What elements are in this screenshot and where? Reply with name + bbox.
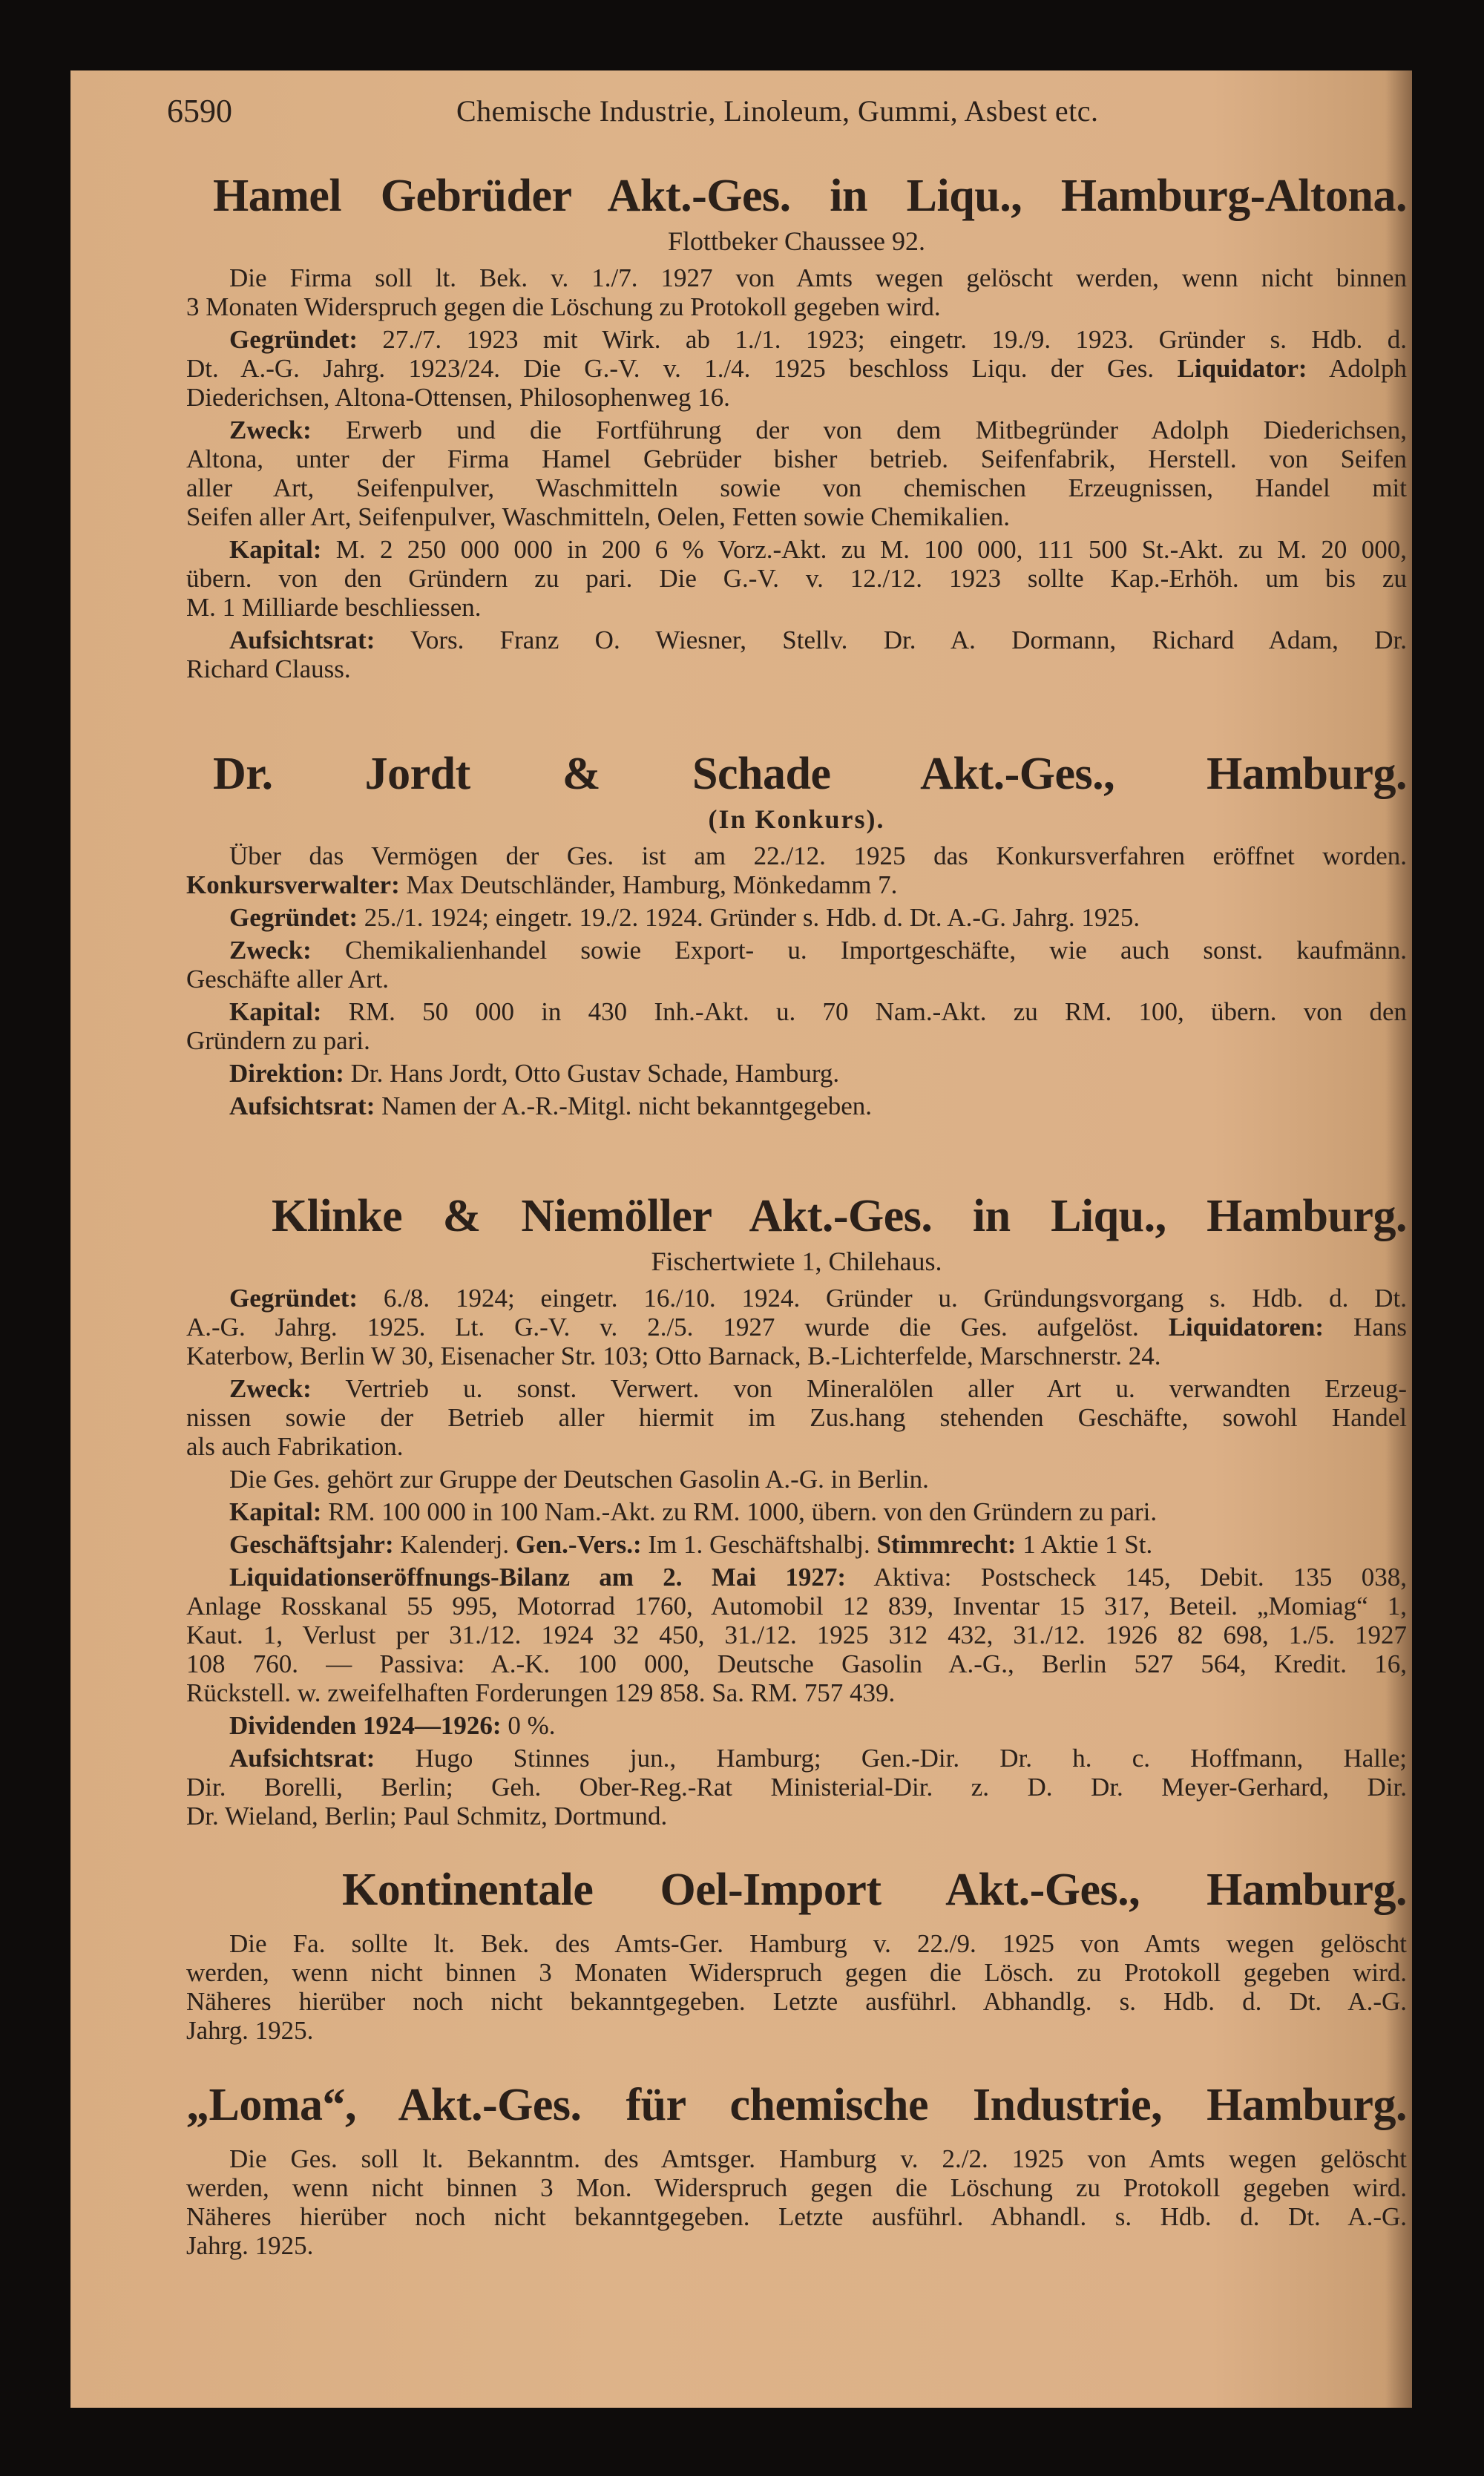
field-label: Gen.-Vers.: bbox=[515, 1530, 642, 1559]
text-run: als auch Fabrikation. bbox=[186, 1432, 404, 1461]
text-run: Richard Clauss. bbox=[186, 654, 351, 683]
text-run: Dr. Hans Jordt, Otto Gustav Schade, Hamburg. bbox=[344, 1059, 840, 1088]
field-label: Aufsichtsrat: bbox=[229, 1091, 375, 1120]
paragraph bbox=[186, 535, 1407, 622]
text-line bbox=[186, 870, 1407, 899]
text-line bbox=[186, 2144, 1407, 2173]
text-run: Anlage Rosskanal 55 995, Motorrad 1760, Automobil 12 839, Inventar 15 317, Beteil. „Momiag“ 1, bbox=[186, 1592, 1407, 1620]
paragraph bbox=[186, 325, 1407, 412]
text-line bbox=[186, 473, 1407, 502]
text-run: Chemikalienhandel sowie Export- u. Importgeschäfte, wie auch sonst. kaufmänn. bbox=[311, 936, 1407, 965]
text-run: Näheres hierüber noch nicht bekanntgegeben. Letzte ausführl. Abhandlg. s. Hdb. d. Dt. A.-G. bbox=[186, 1987, 1407, 2016]
text-line bbox=[186, 1987, 1407, 2016]
text-line bbox=[186, 2202, 1407, 2231]
company-title: Hamel Gebrüder Akt.-Ges. in Liqu., Hamburg-Altona. bbox=[213, 171, 1407, 221]
text-line bbox=[186, 593, 1407, 622]
text-line bbox=[186, 1497, 1407, 1526]
field-label: Konkursverwalter: bbox=[186, 870, 400, 899]
text-line bbox=[186, 263, 1407, 292]
field-label: Direktion: bbox=[229, 1059, 344, 1088]
paragraph bbox=[186, 936, 1407, 994]
text-run: werden, wenn nicht binnen 3 Mon. Widerspruch gegen die Löschung zu Protokoll gegeben wird. bbox=[186, 2173, 1407, 2202]
text-run: Kalenderj. bbox=[393, 1530, 516, 1559]
text-run: Dr. Wieland, Berlin; Paul Schmitz, Dortmund. bbox=[186, 1802, 668, 1830]
field-label: Liquidationseröffnungs-Bilanz am 2. Mai 1927: bbox=[229, 1563, 847, 1592]
text-line bbox=[186, 1773, 1407, 1802]
text-line bbox=[186, 1958, 1407, 1987]
text-run: Max Deutschländer, Hamburg, Mönkedamm 7. bbox=[399, 870, 898, 899]
text-line bbox=[186, 997, 1407, 1026]
text-run: 25./1. 1924; eingetr. 19./2. 1924. Gründer s. Hdb. d. Dt. A.-G. Jahrg. 1925. bbox=[358, 903, 1140, 932]
text-run: Aktiva: Postscheck 145, Debit. 135 038, bbox=[846, 1563, 1407, 1592]
text-line bbox=[186, 1465, 1407, 1494]
text-run: Kaut. 1, Verlust per 31./12. 1924 32 450, 31./12. 1925 312 432, 31./12. 1926 82 698, 1./5. 1927 bbox=[186, 1620, 1407, 1649]
text-line bbox=[186, 936, 1407, 965]
field-label: Kapital: bbox=[229, 997, 322, 1026]
text-run: Erwerb und die Fortführung der von dem Mitbegründer Adolph Diederichsen, bbox=[311, 416, 1407, 444]
paragraph bbox=[186, 1530, 1407, 1559]
text-run: M. 1 Milliarde beschliessen. bbox=[186, 593, 482, 622]
text-line bbox=[186, 654, 1407, 683]
text-run: nissen sowie der Betrieb aller hiermit im Zus.hang stehenden Geschäfte, sowohl Handel bbox=[186, 1403, 1407, 1432]
text-line bbox=[186, 1711, 1407, 1740]
field-label: Zweck: bbox=[229, 936, 312, 965]
text-run: übern. von den Gründern zu pari. Die G.-V. v. 12./12. 1923 sollte Kap.-Erhöh. um bis zu bbox=[186, 564, 1407, 593]
text-run: 6./8. 1924; eingetr. 16./10. 1924. Gründer u. Gründungsvorgang s. Hdb. d. Dt. bbox=[358, 1284, 1407, 1313]
text-run: Die Firma soll lt. Bek. v. 1./7. 1927 von Amts wegen gelöscht werden, wenn nicht binnen bbox=[229, 263, 1407, 292]
text-run: Jahrg. 1925. bbox=[186, 2231, 314, 2260]
company-subtitle: Flottbeker Chaussee 92. bbox=[668, 226, 925, 256]
text-run: Die Fa. sollte lt. Bek. des Amts-Ger. Hamburg v. 22./9. 1925 von Amts wegen gelöscht bbox=[229, 1929, 1407, 1958]
text-run: RM. 100 000 in 100 Nam.-Akt. zu RM. 1000, übern. von den Gründern zu pari. bbox=[321, 1497, 1158, 1526]
text-line bbox=[186, 1342, 1407, 1370]
text-run: Über das Vermögen der Ges. ist am 22./12. 1925 das Konkursverfahren eröffnet worden. bbox=[229, 841, 1407, 870]
paragraph bbox=[186, 263, 1407, 321]
text-line bbox=[186, 1563, 1407, 1592]
text-run: Die Ges. soll lt. Bekanntm. des Amtsger. Hamburg v. 2./2. 1925 von Amts wegen gelöscht bbox=[229, 2144, 1407, 2173]
text-run: Hans bbox=[1324, 1313, 1407, 1342]
text-run: Vors. Franz O. Wiesner, Stellv. Dr. A. Dormann, Richard Adam, Dr. bbox=[375, 625, 1407, 654]
text-run: Adolph bbox=[1307, 354, 1407, 383]
paragraph bbox=[186, 1711, 1407, 1740]
text-line bbox=[186, 416, 1407, 444]
text-line bbox=[186, 564, 1407, 593]
text-line bbox=[186, 1284, 1407, 1313]
text-run: Gründern zu pari. bbox=[186, 1026, 370, 1055]
company-entry bbox=[186, 1863, 1407, 2045]
field-label: Kapital: bbox=[229, 1497, 322, 1526]
text-run: 1 Aktie 1 St. bbox=[1016, 1530, 1153, 1559]
field-label: Geschäftsjahr: bbox=[229, 1530, 394, 1559]
text-line bbox=[186, 1678, 1407, 1707]
field-label: Dividenden 1924—1926: bbox=[229, 1711, 502, 1740]
field-label: Gegründet: bbox=[229, 325, 358, 354]
text-line bbox=[186, 625, 1407, 654]
text-line bbox=[186, 1403, 1407, 1432]
text-run: Rückstell. w. zweifelhaften Forderungen 129 858. Sa. RM. 757 439. bbox=[186, 1678, 896, 1707]
text-run: RM. 50 000 in 430 Inh.-Akt. u. 70 Nam.-Akt. zu RM. 100, übern. von den bbox=[321, 997, 1407, 1026]
field-label: Zweck: bbox=[229, 416, 312, 444]
field-label: Aufsichtsrat: bbox=[229, 1744, 375, 1773]
paragraph bbox=[186, 1497, 1407, 1526]
text-run: Katerbow, Berlin W 30, Eisenacher Str. 103; Otto Barnack, B.-Lichterfelde, Marschnerstr. 24. bbox=[186, 1342, 1161, 1370]
company-title: Dr. Jordt & Schade Akt.-Ges., Hamburg. bbox=[213, 749, 1407, 799]
text-line bbox=[186, 2016, 1407, 2045]
paragraph bbox=[186, 1929, 1407, 2045]
text-line bbox=[186, 1313, 1407, 1342]
text-line bbox=[186, 1432, 1407, 1461]
company-title: Kontinentale Oel-Import Akt.-Ges., Hamburg. bbox=[342, 1865, 1407, 1915]
text-line bbox=[186, 535, 1407, 564]
paragraph bbox=[186, 1091, 1407, 1120]
paragraph bbox=[186, 625, 1407, 683]
text-line bbox=[186, 1620, 1407, 1649]
paragraph bbox=[186, 416, 1407, 531]
text-run: aller Art, Seifenpulver, Waschmitteln sowie von chemischen Erzeugnissen, Handel mit bbox=[186, 473, 1407, 502]
text-line bbox=[186, 1374, 1407, 1403]
paragraph bbox=[186, 1374, 1407, 1461]
text-run: werden, wenn nicht binnen 3 Monaten Widerspruch gegen die Lösch. zu Protokoll gegeben wird. bbox=[186, 1958, 1407, 1987]
text-line bbox=[186, 1091, 1407, 1120]
text-line bbox=[186, 1649, 1407, 1678]
company-subtitle: (In Konkurs). bbox=[708, 804, 885, 834]
company-entry bbox=[186, 2078, 1407, 2260]
text-run: Seifen aller Art, Seifenpulver, Waschmitteln, Oelen, Fetten sowie Chemikalien. bbox=[186, 502, 1010, 531]
company-entry bbox=[186, 169, 1407, 683]
text-run: Im 1. Geschäftshalbj. bbox=[641, 1530, 877, 1559]
text-run: Dt. A.-G. Jahrg. 1923/24. Die G.-V. v. 1./4. 1925 beschloss Liqu. der Ges. bbox=[186, 354, 1178, 383]
text-line bbox=[186, 965, 1407, 994]
paragraph bbox=[186, 1465, 1407, 1494]
text-line bbox=[186, 1744, 1407, 1773]
text-run: Näheres hierüber noch nicht bekanntgegeben. Letzte ausführl. Abhandl. s. Hdb. d. Dt. A.-G. bbox=[186, 2202, 1407, 2231]
text-line bbox=[186, 841, 1407, 870]
field-label: Kapital: bbox=[229, 535, 322, 564]
text-line bbox=[186, 325, 1407, 354]
text-run: 108 760. — Passiva: A.-K. 100 000, Deutsche Gasolin A.-G., Berlin 527 564, Kredit. 16, bbox=[186, 1649, 1407, 1678]
text-run: Hugo Stinnes jun., Hamburg; Gen.-Dir. Dr. h. c. Hoffmann, Halle; bbox=[375, 1744, 1407, 1773]
text-run: Diederichsen, Altona-Ottensen, Philosophenweg 16. bbox=[186, 383, 730, 412]
text-run: 27./7. 1923 mit Wirk. ab 1./1. 1923; eingetr. 19./9. 1923. Gründer s. Hdb. d. bbox=[358, 325, 1407, 354]
text-run: M. 2 250 000 000 in 200 6 % Vorz.-Akt. zu M. 100 000, 111 500 St.-Akt. zu M. 20 000, bbox=[321, 535, 1407, 564]
company-subtitle: Fischertwiete 1, Chilehaus. bbox=[651, 1247, 942, 1276]
text-line bbox=[186, 502, 1407, 531]
paragraph bbox=[186, 1284, 1407, 1370]
text-run: A.-G. Jahrg. 1925. Lt. G.-V. v. 2./5. 1927 wurde die Ges. aufgelöst. bbox=[186, 1313, 1169, 1342]
text-line bbox=[186, 444, 1407, 473]
text-run: 0 %. bbox=[501, 1711, 556, 1740]
text-line bbox=[186, 1929, 1407, 1958]
field-label: Liquidatoren: bbox=[1168, 1313, 1324, 1342]
field-label: Zweck: bbox=[229, 1374, 312, 1403]
text-line bbox=[186, 2173, 1407, 2202]
text-run: 3 Monaten Widerspruch gegen die Löschung zu Protokoll gegeben wird. bbox=[186, 292, 941, 321]
text-line bbox=[186, 1026, 1407, 1055]
page-number: 6590 bbox=[167, 93, 232, 129]
running-title: Chemische Industrie, Linoleum, Gummi, Asbest etc. bbox=[456, 94, 1099, 128]
field-label: Liquidator: bbox=[1177, 354, 1307, 383]
text-run: Die Ges. gehört zur Gruppe der Deutschen Gasolin A.-G. in Berlin. bbox=[229, 1465, 929, 1494]
text-run: Altona, unter der Firma Hamel Gebrüder bisher betrieb. Seifenfabrik, Herstell. von Seifen bbox=[186, 444, 1407, 473]
field-label: Gegründet: bbox=[229, 1284, 358, 1313]
text-line bbox=[186, 903, 1407, 932]
paragraph bbox=[186, 2144, 1407, 2260]
field-label: Stimmrecht: bbox=[876, 1530, 1017, 1559]
text-line bbox=[186, 1592, 1407, 1620]
company-entry bbox=[186, 1189, 1407, 1830]
paragraph bbox=[186, 841, 1407, 899]
paragraph bbox=[186, 1059, 1407, 1088]
text-line bbox=[186, 354, 1407, 383]
text-line bbox=[186, 383, 1407, 412]
field-label: Gegründet: bbox=[229, 903, 358, 932]
paragraph bbox=[186, 1563, 1407, 1707]
paragraph bbox=[186, 903, 1407, 932]
field-label: Aufsichtsrat: bbox=[229, 625, 375, 654]
company-entry bbox=[186, 747, 1407, 1120]
page-header bbox=[167, 89, 1235, 134]
text-line bbox=[186, 292, 1407, 321]
text-run: Geschäfte aller Art. bbox=[186, 965, 390, 994]
text-line bbox=[186, 1059, 1407, 1088]
text-line bbox=[186, 1530, 1407, 1559]
paragraph bbox=[186, 997, 1407, 1055]
text-run: Dir. Borelli, Berlin; Geh. Ober-Reg.-Rat Ministerial-Dir. z. D. Dr. Meyer-Gerhard, Dir. bbox=[186, 1773, 1407, 1802]
text-line bbox=[186, 2231, 1407, 2260]
company-title: „Loma“, Akt.-Ges. für chemische Industrie, Hamburg. bbox=[186, 2080, 1407, 2130]
text-run: Vertrieb u. sonst. Verwert. von Mineralölen aller Art u. verwandten Erzeug- bbox=[311, 1374, 1407, 1403]
text-run: Namen der A.-R.-Mitgl. nicht bekanntgegeben. bbox=[375, 1091, 873, 1120]
company-title: Klinke & Niemöller Akt.-Ges. in Liqu., Hamburg. bbox=[272, 1191, 1407, 1241]
paragraph bbox=[186, 1744, 1407, 1830]
text-run: Jahrg. 1925. bbox=[186, 2016, 314, 2045]
text-line bbox=[186, 1802, 1407, 1830]
